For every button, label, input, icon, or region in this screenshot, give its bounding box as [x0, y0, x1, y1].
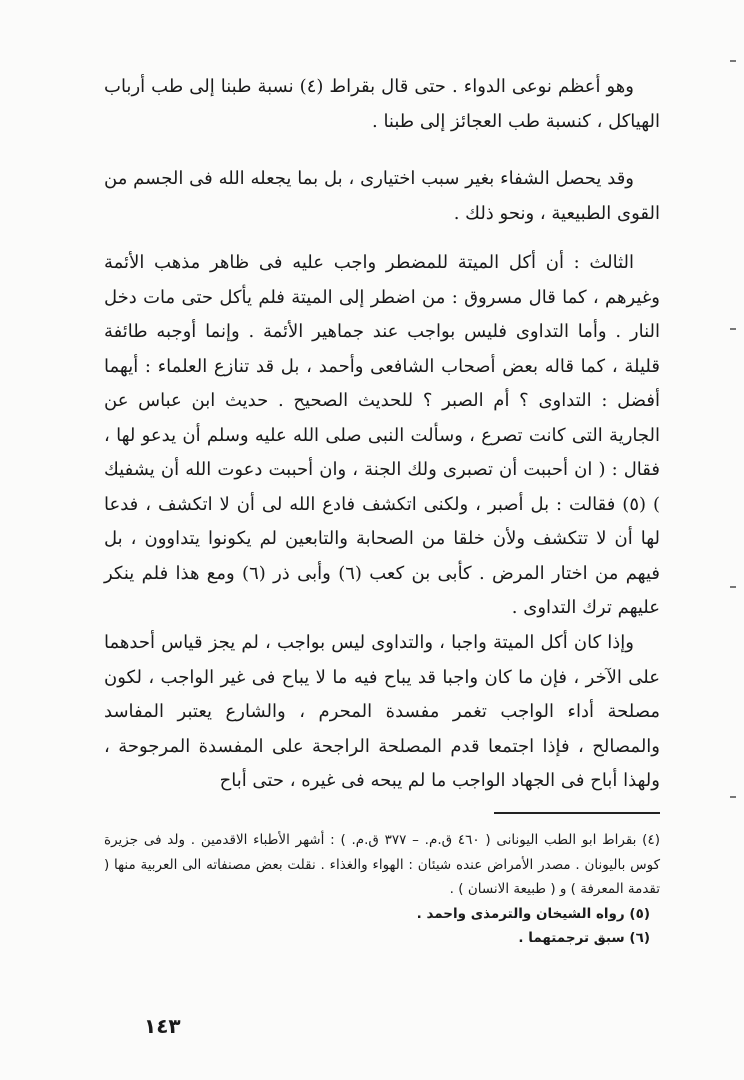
- margin-tick: [730, 328, 736, 330]
- margin-tick: [730, 796, 736, 798]
- footnote-4: (٤) بقراط ابو الطب اليونانى ( ٤٦٠ ق.م. – ٣٧٧ ق.م. ) : أشهر الأطباء الاقدمين . ولد فى جزيرة كوس باليونان . مصدر الأمراض عنده شيئان : الهواء والغذاء . نقلت بعض مصنفاته الى العربية منها ( تقدمة المعرفة ) و ( طبيعة الانسان ) .: [104, 832, 660, 897]
- margin-tick: [730, 586, 736, 588]
- paragraph-text: وإذا كان أكل الميتة واجبا ، والتداوى ليس بواجب ، لم يجز قياس أحدهما على الآخر ، فإن ما كان واجبا قد يباح فيه ما لا يباح فى غير الواجب ، لكون مصلحة أداء الواجب تغمر مفسدة المحرم ، والشارع يعتبر المفاسد والمصالح ، فإذا اجتمعا قدم المصلحة الراجحة على المفسدة المرجوحة ، ولهذا أباح فى الجهاد الواجب ما لم يبحه فى غيره ، حتى أباح: [104, 632, 660, 791]
- footnote-6: (٦) سبق ترجمتهما .: [518, 930, 650, 946]
- body-paragraph-3: [104, 246, 660, 626]
- body-paragraph-1: [104, 70, 660, 139]
- paragraph-text: الثالث : أن أكل الميتة للمضطر واجب عليه فى ظاهر مذهب الأئمة وغيرهم ، كما قال مسروق : من اضطر إلى الميتة فلم يأكل حتى مات دخل النار . وأما التداوى فليس بواجب عند جماهير الأئمة . وإنما أوجبه طائفة قليلة ، كما قاله بعض أصحاب الشافعى وأحمد ، بل قد تنازع العلماء : أيهما أفضل : التداوى ؟ أم الصبر ؟ للحديث الصحيح . حديث ابن عباس عن الجارية التى كانت تصرع ، وسألت النبى صلى الله عليه وسلم أن يدعو لها ، فقال : ( ان أحببت أن تصبرى ولك الجنة ، وان أحببت دعوت الله أن يشفيك ) (٥) فقالت : بل أصبر ، ولكنى اتكشف فادع الله لى أن لا اتكشف ، فدعا لها أن لا تتكشف ولأن خلقا من الصحابة والتابعين لم يكونوا يتداوون ، بل فيهم من اختار المرض . كأبى بن كعب (٦) وأبى ذر (٦) ومع هذا فلم ينكر عليهم ترك التداوى .: [104, 252, 661, 618]
- footnote-5: (٥) رواه الشيخان والترمذى واحمد .: [416, 905, 650, 922]
- body-paragraph-4: [104, 626, 660, 799]
- paragraph-text: وقد يحصل الشفاء بغير سبب اختيارى ، بل بما يجعله الله فى الجسم من القوى الطبيعية ، ونحو ذلك .: [104, 168, 660, 224]
- footnotes: [104, 828, 660, 951]
- page-number: ١٤٣: [144, 1014, 181, 1038]
- footnote-separator: [494, 812, 660, 814]
- margin-tick: [730, 60, 736, 62]
- paragraph-text: وهو أعظم نوعى الدواء . حتى قال بقراط (٤) نسبة طبنا إلى طب أرباب الهياكل ، كنسبة طب العجائز إلى طبنا .: [104, 76, 660, 132]
- body-paragraph-2: [104, 162, 660, 231]
